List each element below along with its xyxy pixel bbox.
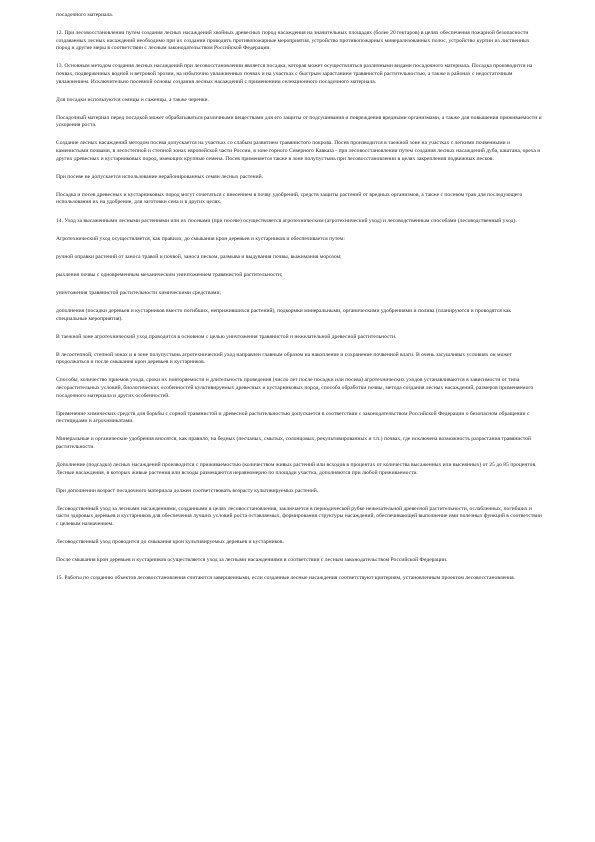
paragraph: Лесоводственный уход за лесными насаждениями, созданными в целях лесовосстановления, заключается в периодической рубке нежелательной древесной растительности, ослабленных, погибших и части здоровых деревьев и кустарников для обеспечения лучших условий роста оставляемых, формирования структуры насаждений, обеспечивающей выполнение ими полезных функций в соответствии с целевым назначением. (56, 505, 542, 528)
paragraph: 15. Работы по созданию объектов лесовосстановления считаются завершенными, если созданные лесные насаждения соответствуют критериям, установленным проектом лесовосстановления. (56, 575, 516, 582)
paragraph: После смыкания крон деревьев и кустарников осуществляется уход за лесными насаждениями в соответствии с лесным законодательством Российской Федерации. (56, 557, 448, 564)
paragraph: Минеральные и органические удобрения вносятся, как правило, на бедных (песчаных, смытых, солонцовых, рекультивированных и т.п.) почвах, где исключена возможность разрастания травянистой растительности. (56, 436, 532, 450)
paragraph: Посадочный материал перед посадкой может обрабатываться различными веществами для его защиты от подсушивания и повреждения вредными организмами, а также для повышения приживаемости и ускорения роста. (56, 114, 542, 129)
paragraph: Способы, количество приемов ухода, сроки их повторяемости и длительность проведения (число лет после посадки или посева) агротехнических уходов устанавливаются в зависимости от типа лесорастительных условий, биологических особенностей культивируемых древесных и кустарниковых пород, способа обработки почвы, метода создания лесных насаждений, размеров применяемого посадочного материала и других особенностей. (56, 377, 534, 399)
paragraph: ручной оправки растений от заноса травой и почвой, заноса песком, размыва и выдувания почвы, выжимания морозом; (56, 253, 342, 260)
paragraph: Дополнение (подсадка) лесных насаждений производится с приживаемостью (количеством живых растений или всходов в процентах от количества высаженных или высеянных) от 25 до 85 процентов. Лесные насаждения, в которых живые растения или всходы размещаются неравномерно по площади участка, дополняются при любой приживаемости. (56, 462, 537, 476)
paragraph: 14. Уход за высаженными лесными растениями или их посевами (при посеве) осуществляется агротехническим (агротехнический уход) и лесоводственным способами (лесоводственный уход). (56, 217, 517, 224)
paragraph: 13. Основным методом создания лесных насаждений при лесовосстановлении является посадка, которая может осуществляться различными видами посадочного материала. Посадка производится на почвах, подверженных водной и ветровой эрозии, на избыточно увлажненных почвах и на участках с быстрым зарастанием травянистой растительностью, а также в районах с недостаточным увлажнением. Исключительно посевной основы создания лесных насаждений с применением селекционного посадочного материала. (56, 63, 533, 85)
paragraph: Применение химических средств для борьбы с сорной травянистой и древесной растительностью допускается в соответствии с законодательством Российской Федерации о безопасном обращении с пестицидами и агрохимикатами. (56, 410, 530, 425)
paragraph: При посеве не допускается использование нерайонированных семян лесных растений. (56, 173, 264, 180)
paragraph: Посадка и посев древесных и кустарниковых пород могут сочетаться с внесением в почву удобрений, средств защиты растений от вредных организмов, а также с посевом трав для последующего использования их на удобрение, для заготовки сена и в других целях. (56, 191, 523, 206)
paragraph: Лесоводственный уход проводится до смыкания крон культивируемых деревьев и кустарников. (56, 539, 284, 546)
paragraph: дополнения (посадки деревьев и кустарников вместо погибших, неприжившихся растений), подкормки минеральными, органическими удобрениями и полива (планируются и проводятся как специальные мероприятия). (56, 307, 512, 322)
paragraph: Создание лесных насаждений методом посева допускается на участках со слабым развитием травянистого покрова. Посев производится в таежной зоне на участках с легкими почвенными и каменистыми почвами, в лесостепной и степной зонах европейской части России, в зоне горного Северного Кавказа - при лесовосстановлении путем создания лесных насаждений дуба, каштана, ореха и других древесных и кустарниковых пород, имеющих крупные семена. Посев применяется также в зоне полупустынь при лесовосстановлении в целях закрепления подвижных песков. (56, 140, 541, 162)
paragraph: В таежной зоне агротехнический уход проводится в основном с целью уничтожения травянистой и нежелательной древесной растительности. (56, 333, 397, 340)
paragraph: рыхления почвы с одновременным механическим уничтожением травянистой растительности; (56, 271, 283, 278)
paragraph: уничтожения травянистой растительности химическими средствами; (56, 289, 222, 296)
paragraph: Для посадки используются сеянцы и саженцы, а также черенки. (56, 96, 209, 103)
paragraph: 12. При лесовосстановлении путем создания лесных насаждений хвойных древесных пород насаждения на значительных площадях (более 20 гектаров) в целях обеспечения пожарной безопасности создаваемых лесных насаждений необходимо при их создании проводить противопожарные мероприятия, устройство противопожарных минерализованных полос, устройство куртин из лиственных пород и другие меры в соответствии с лесным законодательством Российской Федерации. (56, 30, 530, 52)
paragraph: посадочного материала. (56, 12, 114, 18)
paragraph: При дополнении возраст посадочного материала должен соответствовать возрасту культивируемых растений. (56, 487, 319, 494)
paragraph: Агротехнический уход осуществляется, как правило, до смыкания крон деревьев и кустарников и обеспечивается путем: (56, 235, 345, 242)
paragraph: В лесостепной, степной зонах и в зоне полупустынь агротехнический уход направлен главным образом на накопление и сохранение почвенной влаги. В очень засушливых условиях он может продолжаться и после смыкания крон деревьев и кустарников. (56, 351, 512, 366)
document-page (56, 12, 542, 593)
